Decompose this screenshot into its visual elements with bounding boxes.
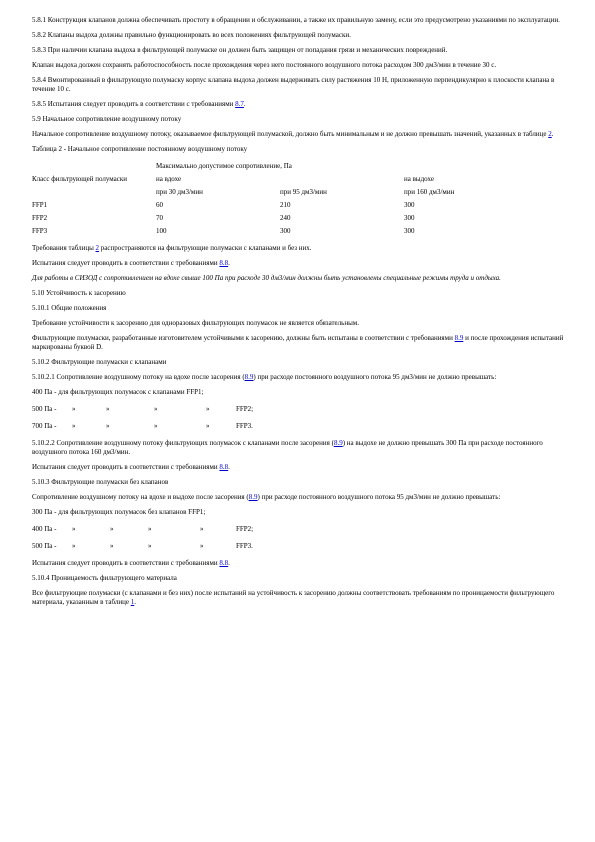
paragraph-5-8-2: 5.8.2 Клапаны выдоха должны правильно функционировать во всех положениях фильтрующей полумаски.	[32, 31, 351, 39]
table-group-header: Максимально допустимое сопротивление, Па	[156, 162, 292, 170]
link-ref-table-2b[interactable]: 2	[95, 244, 100, 252]
heading-5-10-4: 5.10.4 Проницаемость фильтрующего материала	[32, 574, 177, 582]
limit-line-ffp2: 500 Па - » » » » FFP2;	[32, 405, 254, 413]
heading-5-10-3: 5.10.3 Фильтрующие полумаски без клапанов	[32, 478, 169, 486]
table-row: FFP1 60 210 300	[32, 201, 415, 209]
paragraph-marking-d: Фильтрующие полумаски, разработанные изготовителем устойчивыми к засорению, должны быть испытаны в соответствии с требованиями 8.9 и после прохождения испытаний маркированы буквой D.	[32, 334, 564, 351]
paragraph-no-valve-resistance: Сопротивление воздушному потоку на вдохе и выдохе после засорения (8.9) при расходе постоянного воздушного потока 95 дм3/мин не должно превышать:	[32, 493, 501, 501]
link-ref-8-8b[interactable]: 8.8	[219, 463, 229, 471]
limit-line-ffp3: 700 Па - » » » » FFP3.	[32, 422, 253, 430]
link-ref-8-9d[interactable]: 8.9	[248, 493, 258, 501]
link-ref-8-9[interactable]: 8.9	[454, 334, 464, 342]
limit-line-novalve-ffp2: 400 Па - » » » » FFP2;	[32, 525, 254, 533]
link-ref-table-2[interactable]: 2	[548, 130, 552, 138]
table-sub-160: при 160 дм3/мин	[404, 188, 455, 196]
paragraph-initial-resistance: Начальное сопротивление воздушному потоку, оказываемое фильтрующей полумаской, должно быть минимальным и не должно превышать значений, указанных в таблице 2.	[32, 130, 554, 138]
heading-5-9: 5.9 Начальное сопротивление воздушному потоку	[32, 115, 182, 123]
paragraph-5-10-2-2: 5.10.2.2 Сопротивление воздушному потоку фильтрующих полумасок с клапанами после засорения (8.9) на выдохе не должно превышать 300 Па при расходе постоянного воздушного потока 160 дм3/мин.	[32, 439, 543, 456]
paragraph-test-8-8c: Испытания следует проводить в соответствии с требованиями 8.8.	[32, 559, 230, 567]
table-sub-95: при 95 дм3/мин	[280, 188, 327, 196]
table-col-exhale: на выдохе	[404, 175, 434, 183]
table-row: FFP2 70 240 300	[32, 214, 415, 222]
paragraph-note-italic: Для работы в СИЗОД с сопротивлением на вдохе свыше 100 Па при расходе 30 дм3/мин должны быть установлены специальные режимы труда и отдыха.	[32, 274, 501, 282]
limit-line-novalve-ffp1: 300 Па - для фильтрующих полумасок без клапанов FFP1;	[32, 508, 206, 516]
table-col-class: Класс фильтрующей полумаски	[32, 175, 128, 183]
paragraph-5-8-3: 5.8.3 При наличии клапана выдоха в фильтрующей полумаске он должен быть защищен от попадания грязи и механических повреждений.	[32, 46, 448, 54]
limit-line-novalve-ffp3: 500 Па - » » » » FFP3.	[32, 542, 253, 550]
table-sub-30: при 30 дм3/мин	[156, 188, 203, 196]
heading-5-10-1: 5.10.1 Общие положения	[32, 304, 107, 312]
paragraph-5-8-1: 5.8.1 Конструкция клапанов должна обеспечивать простоту в обращении и обслуживании, а также их правильную замену, если это предусмотрено указаниями по эксплуатации.	[32, 16, 560, 24]
paragraph-permeability: Все фильтрующие полумаски (с клапанами и без них) после испытаний на устойчивость к засорению должны соответствовать требованиям по проницаемости фильтрующего материала, указанным в таблице 1.	[32, 589, 555, 606]
table-col-inhale: на вдохе	[156, 175, 182, 183]
table-row: FFP3 100 300 300	[32, 227, 415, 235]
link-ref-8-9b[interactable]: 8.9	[244, 373, 254, 381]
link-ref-8-7[interactable]: 8.7	[235, 100, 244, 108]
document-page	[32, 16, 572, 613]
paragraph-clogging-optional: Требование устойчивости к засорению для одноразовых фильтрующих полумасок не является обязательным.	[32, 319, 359, 327]
paragraph-5-8-5: 5.8.5 Испытания следует проводить в соответствии с требованиями 8.7.	[32, 100, 246, 108]
paragraph-table-applies: Требования таблицы 2 распространяются на фильтрующие полумаски с клапанами и без них.	[32, 244, 312, 252]
paragraph-5-8-4: 5.8.4 Вмонтированный в фильтрующую полумаску корпус клапана выдоха должен выдерживать силу растяжения 10 Н, приложенную перпендикулярно к плоскости клапана в течение 10 с.	[32, 76, 555, 93]
heading-5-10-2: 5.10.2 Фильтрующие полумаски с клапанами	[32, 358, 167, 366]
paragraph-valve-durability: Клапан выдоха должен сохранять работоспособность после прохождения через него постоянного воздушного потока расходом 300 дм3/мин в течение 30 с.	[32, 61, 497, 69]
paragraph-test-8-8: Испытания следует проводить в соответствии с требованиями 8.8.	[32, 259, 230, 267]
link-ref-8-9c[interactable]: 8.9	[333, 439, 343, 447]
limit-line-ffp1: 400 Па - для фильтрующих полумасок с клапанами FFP1;	[32, 388, 204, 396]
link-ref-8-8c[interactable]: 8.8	[219, 559, 229, 567]
paragraph-test-8-8b: Испытания следует проводить в соответствии с требованиями 8.8.	[32, 463, 230, 471]
paragraph-5-10-2-1: 5.10.2.1 Сопротивление воздушному потоку на вдохе после засорения (8.9) при расходе постоянного воздушного потока 95 дм3/мин не должно превышать:	[32, 373, 497, 381]
heading-5-10: 5.10 Устойчивость к засорению	[32, 289, 126, 297]
link-ref-8-8[interactable]: 8.8	[219, 259, 229, 267]
table-caption: Таблица 2 - Начальное сопротивление постоянному воздушному потоку	[32, 145, 248, 153]
link-ref-table-1[interactable]: 1	[130, 598, 135, 606]
resistance-table	[32, 160, 528, 238]
